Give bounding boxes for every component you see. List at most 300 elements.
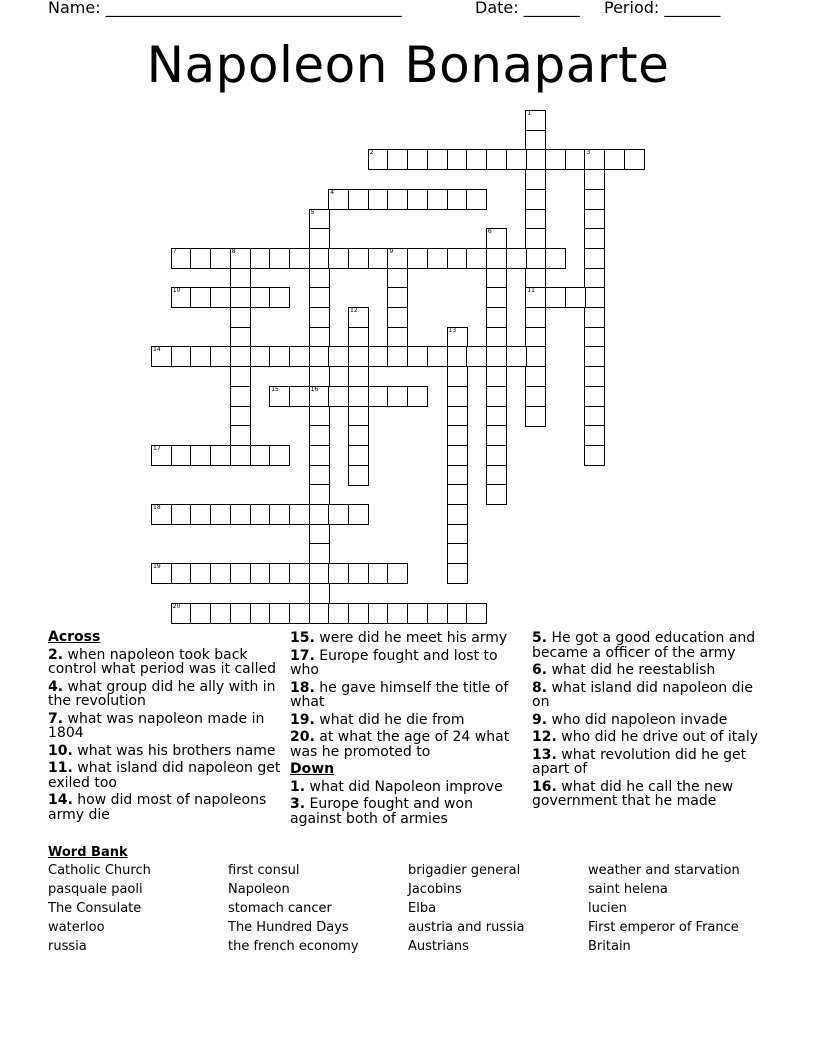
grid-cell[interactable] xyxy=(348,445,369,466)
grid-cell[interactable] xyxy=(309,209,330,230)
grid-cell[interactable] xyxy=(545,248,566,269)
grid-cell[interactable] xyxy=(328,189,349,210)
word-bank-item: austria and russia xyxy=(408,920,525,935)
grid-cell[interactable] xyxy=(151,504,172,525)
grid-cell[interactable] xyxy=(545,287,566,308)
grid-cell[interactable] xyxy=(407,386,428,407)
clue-item xyxy=(290,797,528,826)
grid-cell[interactable] xyxy=(447,327,468,348)
grid-cell[interactable] xyxy=(486,445,507,466)
grid-cell[interactable] xyxy=(210,287,231,308)
grid-cell[interactable] xyxy=(348,307,369,328)
grid-cell[interactable] xyxy=(387,268,408,289)
grid-cell[interactable] xyxy=(309,465,330,486)
grid-cell[interactable] xyxy=(348,425,369,446)
grid-cell[interactable] xyxy=(309,386,330,407)
clue-number: 19 xyxy=(153,563,161,571)
clue-number: 11 xyxy=(527,287,535,295)
grid-cell[interactable] xyxy=(309,327,330,348)
grid-cell[interactable] xyxy=(250,445,271,466)
grid-cell[interactable] xyxy=(387,149,408,170)
grid-cell[interactable] xyxy=(269,504,290,525)
clue-item xyxy=(48,680,286,709)
grid-cell[interactable] xyxy=(368,189,389,210)
clue-text: what did he die from xyxy=(314,711,465,728)
grid-cell[interactable] xyxy=(525,287,546,308)
grid-cell[interactable] xyxy=(269,248,290,269)
grid-cell[interactable] xyxy=(584,149,605,170)
across-heading: Across xyxy=(48,629,101,645)
clue-number: 3 xyxy=(586,149,591,157)
clue-number: 4 xyxy=(330,188,335,196)
grid-cell[interactable] xyxy=(584,307,605,328)
grid-cell[interactable] xyxy=(486,425,507,446)
grid-cell[interactable] xyxy=(230,386,251,407)
clue-item xyxy=(532,681,772,710)
clue-text: what island did napoleon get exiled too xyxy=(48,760,281,791)
grid-cell[interactable] xyxy=(309,425,330,446)
grid-cell[interactable] xyxy=(309,563,330,584)
grid-cell[interactable] xyxy=(447,445,468,466)
grid-cell[interactable] xyxy=(348,327,369,348)
grid-cell[interactable] xyxy=(466,603,487,624)
grid-cell[interactable] xyxy=(269,287,290,308)
grid-cell[interactable] xyxy=(584,287,605,308)
grid-cell[interactable] xyxy=(190,248,211,269)
word-bank-item: first consul xyxy=(228,863,300,878)
clue-number: 14 xyxy=(153,346,161,354)
grid-cell[interactable] xyxy=(190,445,211,466)
grid-cell[interactable] xyxy=(171,445,192,466)
grid-cell[interactable] xyxy=(210,248,231,269)
clue-number: 1. xyxy=(290,778,306,795)
date-field: Date: _______ xyxy=(475,0,580,17)
grid-cell[interactable] xyxy=(230,406,251,427)
grid-cell[interactable] xyxy=(486,386,507,407)
grid-cell[interactable] xyxy=(407,189,428,210)
grid-cell[interactable] xyxy=(289,248,310,269)
clue-text: Europe fought and won against both of armies xyxy=(290,796,473,827)
word-bank-item: Jacobins xyxy=(408,882,462,897)
grid-cell[interactable] xyxy=(289,563,310,584)
grid-cell[interactable] xyxy=(151,445,172,466)
grid-cell[interactable] xyxy=(525,346,546,367)
grid-cell[interactable] xyxy=(230,287,251,308)
grid-cell[interactable] xyxy=(171,603,192,624)
grid-cell[interactable] xyxy=(328,386,349,407)
grid-cell[interactable] xyxy=(230,425,251,446)
word-bank-item: The Hundred Days xyxy=(228,920,349,935)
grid-cell[interactable] xyxy=(309,445,330,466)
clue-number: 8 xyxy=(231,247,236,255)
grid-cell[interactable] xyxy=(289,346,310,367)
grid-cell[interactable] xyxy=(269,563,290,584)
grid-cell[interactable] xyxy=(309,228,330,249)
clue-item xyxy=(48,712,286,741)
grid-cell[interactable] xyxy=(230,346,251,367)
clue-number: 3. xyxy=(290,796,306,812)
clue-item xyxy=(290,649,528,678)
grid-cell[interactable] xyxy=(584,366,605,387)
clues-column-1 xyxy=(48,628,286,822)
clue-number: 16. xyxy=(532,778,557,795)
grid-cell[interactable] xyxy=(368,248,389,269)
grid-cell[interactable] xyxy=(190,603,211,624)
grid-cell[interactable] xyxy=(269,445,290,466)
grid-cell[interactable] xyxy=(250,603,271,624)
grid-cell[interactable] xyxy=(525,189,546,210)
grid-cell[interactable] xyxy=(387,346,408,367)
grid-cell[interactable] xyxy=(309,248,330,269)
grid-cell[interactable] xyxy=(368,386,389,407)
grid-cell[interactable] xyxy=(427,248,448,269)
grid-cell[interactable] xyxy=(407,248,428,269)
grid-cell[interactable] xyxy=(210,346,231,367)
grid-cell[interactable] xyxy=(584,248,605,269)
grid-cell[interactable] xyxy=(447,149,468,170)
grid-cell[interactable] xyxy=(486,406,507,427)
grid-cell[interactable] xyxy=(348,346,369,367)
clue-item xyxy=(532,780,772,809)
grid-cell[interactable] xyxy=(545,149,566,170)
grid-cell[interactable] xyxy=(447,524,468,545)
clue-text: what was his brothers name xyxy=(72,742,276,759)
grid-cell[interactable] xyxy=(525,248,546,269)
grid-cell[interactable] xyxy=(309,346,330,367)
grid-cell[interactable] xyxy=(368,603,389,624)
grid-cell[interactable] xyxy=(486,268,507,289)
grid-cell[interactable] xyxy=(230,603,251,624)
grid-cell[interactable] xyxy=(506,248,527,269)
grid-cell[interactable] xyxy=(368,149,389,170)
clue-number: 18. xyxy=(290,679,315,696)
grid-cell[interactable] xyxy=(230,445,251,466)
grid-cell[interactable] xyxy=(525,169,546,190)
clue-number: 17 xyxy=(153,444,161,452)
grid-cell[interactable] xyxy=(584,169,605,190)
clues-column-3 xyxy=(532,628,772,809)
grid-cell[interactable] xyxy=(584,406,605,427)
grid-cell[interactable] xyxy=(269,346,290,367)
grid-cell[interactable] xyxy=(210,603,231,624)
grid-cell[interactable] xyxy=(447,543,468,564)
grid-cell[interactable] xyxy=(250,287,271,308)
word-bank-item: First emperor of France xyxy=(588,920,739,935)
clue-item xyxy=(532,713,772,728)
word-bank-item: stomach cancer xyxy=(228,901,332,916)
clue-number: 5. xyxy=(532,630,548,646)
grid-cell[interactable] xyxy=(447,484,468,505)
grid-cell[interactable] xyxy=(171,346,192,367)
word-bank-item: Catholic Church xyxy=(48,863,151,878)
grid-cell[interactable] xyxy=(387,307,408,328)
grid-cell[interactable] xyxy=(584,425,605,446)
grid-cell[interactable] xyxy=(584,228,605,249)
clue-number: 15. xyxy=(290,630,315,646)
clue-number: 2 xyxy=(369,149,374,157)
grid-cell[interactable] xyxy=(387,248,408,269)
grid-cell[interactable] xyxy=(190,346,211,367)
grid-cell[interactable] xyxy=(171,287,192,308)
grid-cell[interactable] xyxy=(289,603,310,624)
grid-cell[interactable] xyxy=(506,149,527,170)
clues-column-2 xyxy=(290,628,528,826)
down-heading: Down xyxy=(290,761,335,777)
grid-cell[interactable] xyxy=(387,327,408,348)
word-bank-item: Britain xyxy=(588,939,631,954)
word-bank-item: waterloo xyxy=(48,920,105,935)
grid-cell[interactable] xyxy=(387,287,408,308)
grid-cell[interactable] xyxy=(368,563,389,584)
clue-text: what revolution did he get apart of xyxy=(532,746,747,777)
clue-number: 2. xyxy=(48,646,64,663)
grid-cell[interactable] xyxy=(328,346,349,367)
grid-cell[interactable] xyxy=(486,465,507,486)
grid-cell[interactable] xyxy=(486,307,507,328)
grid-cell[interactable] xyxy=(348,504,369,525)
grid-cell[interactable] xyxy=(368,346,389,367)
grid-cell[interactable] xyxy=(565,149,586,170)
grid-cell[interactable] xyxy=(584,268,605,289)
grid-cell[interactable] xyxy=(250,248,271,269)
grid-cell[interactable] xyxy=(309,366,330,387)
clue-text: who did napoleon invade xyxy=(547,711,728,728)
clue-number: 9. xyxy=(532,711,548,728)
grid-cell[interactable] xyxy=(230,327,251,348)
grid-cell[interactable] xyxy=(624,149,645,170)
grid-cell[interactable] xyxy=(486,346,507,367)
grid-cell[interactable] xyxy=(525,149,546,170)
grid-cell[interactable] xyxy=(427,603,448,624)
grid-cell[interactable] xyxy=(486,149,507,170)
clue-number: 20. xyxy=(290,729,315,745)
grid-cell[interactable] xyxy=(486,287,507,308)
grid-cell[interactable] xyxy=(584,386,605,407)
grid-cell[interactable] xyxy=(447,189,468,210)
clue-item xyxy=(290,713,528,728)
grid-cell[interactable] xyxy=(447,465,468,486)
clue-number: 6. xyxy=(532,662,548,678)
clue-item xyxy=(290,730,528,759)
clue-item xyxy=(48,648,286,677)
name-field: Name: _____________________________________ xyxy=(48,0,402,17)
clue-text: how did most of napoleons army die xyxy=(48,792,267,823)
clue-text: who did he drive out of italy xyxy=(556,729,758,745)
grid-cell[interactable] xyxy=(584,327,605,348)
grid-cell[interactable] xyxy=(387,386,408,407)
clue-number: 11. xyxy=(48,760,73,776)
grid-cell[interactable] xyxy=(584,346,605,367)
grid-cell[interactable] xyxy=(407,603,428,624)
clue-number: 1 xyxy=(527,110,532,117)
grid-cell[interactable] xyxy=(210,563,231,584)
grid-cell[interactable] xyxy=(328,504,349,525)
grid-cell[interactable] xyxy=(525,366,546,387)
word-bank-item: Austrians xyxy=(408,939,469,954)
grid-cell[interactable] xyxy=(604,149,625,170)
grid-cell[interactable] xyxy=(269,603,290,624)
period-field: Period: _______ xyxy=(604,0,721,17)
clue-item xyxy=(290,780,528,795)
clue-item xyxy=(532,730,772,745)
grid-cell[interactable] xyxy=(348,189,369,210)
clue-number: 20 xyxy=(172,602,181,610)
grid-cell[interactable] xyxy=(190,504,211,525)
grid-cell[interactable] xyxy=(210,504,231,525)
word-bank-title: Word Bank xyxy=(48,845,128,860)
grid-cell[interactable] xyxy=(309,268,330,289)
grid-cell[interactable] xyxy=(348,386,369,407)
grid-cell[interactable] xyxy=(506,346,527,367)
grid-cell[interactable] xyxy=(309,484,330,505)
clue-text: at what the age of 24 what was he promoted to xyxy=(290,729,510,760)
grid-cell[interactable] xyxy=(427,189,448,210)
grid-cell[interactable] xyxy=(151,563,172,584)
grid-cell[interactable] xyxy=(230,366,251,387)
grid-cell[interactable] xyxy=(525,209,546,230)
grid-cell[interactable] xyxy=(447,406,468,427)
clue-text: what island did napoleon die on xyxy=(532,679,754,710)
grid-cell[interactable] xyxy=(230,504,251,525)
grid-cell[interactable] xyxy=(151,346,172,367)
grid-cell[interactable] xyxy=(427,149,448,170)
clue-number: 17. xyxy=(290,647,315,664)
grid-cell[interactable] xyxy=(466,346,487,367)
grid-cell[interactable] xyxy=(584,445,605,466)
grid-cell[interactable] xyxy=(328,563,349,584)
clue-number: 14. xyxy=(48,792,73,808)
grid-cell[interactable] xyxy=(466,248,487,269)
grid-cell[interactable] xyxy=(466,149,487,170)
grid-cell[interactable] xyxy=(486,484,507,505)
grid-cell[interactable] xyxy=(250,346,271,367)
grid-cell[interactable] xyxy=(309,524,330,545)
grid-cell[interactable] xyxy=(171,248,192,269)
clue-text: what group did he ally with in the revolution xyxy=(48,678,276,709)
grid-cell[interactable] xyxy=(525,228,546,249)
grid-cell[interactable] xyxy=(309,307,330,328)
grid-cell[interactable] xyxy=(525,268,546,289)
clue-item xyxy=(48,761,286,790)
grid-cell[interactable] xyxy=(525,307,546,328)
grid-cell[interactable] xyxy=(328,603,349,624)
grid-cell[interactable] xyxy=(447,504,468,525)
grid-cell[interactable] xyxy=(486,366,507,387)
grid-cell[interactable] xyxy=(447,386,468,407)
grid-cell[interactable] xyxy=(486,327,507,348)
clue-number: 6 xyxy=(487,228,492,236)
clue-item xyxy=(532,663,772,678)
grid-cell[interactable] xyxy=(565,287,586,308)
grid-cell[interactable] xyxy=(407,346,428,367)
grid-cell[interactable] xyxy=(486,248,507,269)
grid-cell[interactable] xyxy=(407,149,428,170)
grid-cell[interactable] xyxy=(348,366,369,387)
grid-cell[interactable] xyxy=(447,603,468,624)
grid-cell[interactable] xyxy=(309,406,330,427)
grid-cell[interactable] xyxy=(447,346,468,367)
clue-number: 13 xyxy=(448,326,457,334)
clue-text: what was napoleon made in 1804 xyxy=(48,710,265,741)
grid-cell[interactable] xyxy=(447,425,468,446)
clue-number: 8. xyxy=(532,679,548,696)
grid-cell[interactable] xyxy=(171,504,192,525)
grid-cell[interactable] xyxy=(309,287,330,308)
clue-number: 19. xyxy=(290,711,315,728)
grid-cell[interactable] xyxy=(230,563,251,584)
grid-cell[interactable] xyxy=(525,386,546,407)
grid-cell[interactable] xyxy=(230,307,251,328)
grid-cell[interactable] xyxy=(348,465,369,486)
grid-cell[interactable] xyxy=(348,563,369,584)
grid-cell[interactable] xyxy=(466,189,487,210)
grid-cell[interactable] xyxy=(230,248,251,269)
grid-cell[interactable] xyxy=(387,603,408,624)
grid-cell[interactable] xyxy=(348,248,369,269)
grid-cell[interactable] xyxy=(230,268,251,289)
grid-cell[interactable] xyxy=(309,603,330,624)
page-title: Napoleon Bonaparte xyxy=(146,36,670,94)
grid-cell[interactable] xyxy=(171,563,192,584)
grid-cell[interactable] xyxy=(525,110,546,131)
grid-cell[interactable] xyxy=(584,209,605,230)
clue-number: 10 xyxy=(172,287,181,295)
grid-cell[interactable] xyxy=(387,189,408,210)
grid-cell[interactable] xyxy=(309,504,330,525)
grid-cell[interactable] xyxy=(289,386,310,407)
grid-cell[interactable] xyxy=(250,504,271,525)
grid-cell[interactable] xyxy=(210,445,231,466)
clue-number: 7 xyxy=(172,247,177,255)
grid-cell[interactable] xyxy=(269,386,290,407)
clue-number: 15 xyxy=(271,385,279,393)
word-bank-item: saint helena xyxy=(588,882,668,897)
grid-cell[interactable] xyxy=(348,406,369,427)
grid-cell[interactable] xyxy=(190,287,211,308)
clue-number: 7. xyxy=(48,710,64,727)
grid-cell[interactable] xyxy=(447,366,468,387)
grid-cell[interactable] xyxy=(190,563,211,584)
grid-cell[interactable] xyxy=(387,563,408,584)
clue-text: he gave himself the title of what xyxy=(290,679,509,710)
grid-cell[interactable] xyxy=(584,189,605,210)
grid-cell[interactable] xyxy=(328,248,349,269)
grid-cell[interactable] xyxy=(427,346,448,367)
word-bank-item: brigadier general xyxy=(408,863,521,878)
clue-item xyxy=(48,793,286,822)
word-bank-item: Elba xyxy=(408,901,437,916)
clue-number: 18 xyxy=(153,504,161,511)
grid-cell[interactable] xyxy=(525,406,546,427)
clue-text: what did he reestablish xyxy=(547,662,716,678)
clue-number: 9 xyxy=(389,247,394,255)
grid-cell[interactable] xyxy=(348,603,369,624)
grid-cell[interactable] xyxy=(289,504,310,525)
grid-cell[interactable] xyxy=(447,248,468,269)
grid-cell[interactable] xyxy=(309,583,330,604)
grid-cell[interactable] xyxy=(309,543,330,564)
clue-number: 13. xyxy=(532,746,557,763)
grid-cell[interactable] xyxy=(525,130,546,151)
grid-cell[interactable] xyxy=(525,327,546,348)
grid-cell[interactable] xyxy=(486,228,507,249)
clue-text: when napoleon took back control what period was it called xyxy=(48,646,277,677)
grid-cell[interactable] xyxy=(447,563,468,584)
grid-cell[interactable] xyxy=(250,563,271,584)
clue-number: 12. xyxy=(532,729,557,745)
clue-item xyxy=(290,681,528,710)
clue-text: what did Napoleon improve xyxy=(305,778,503,795)
